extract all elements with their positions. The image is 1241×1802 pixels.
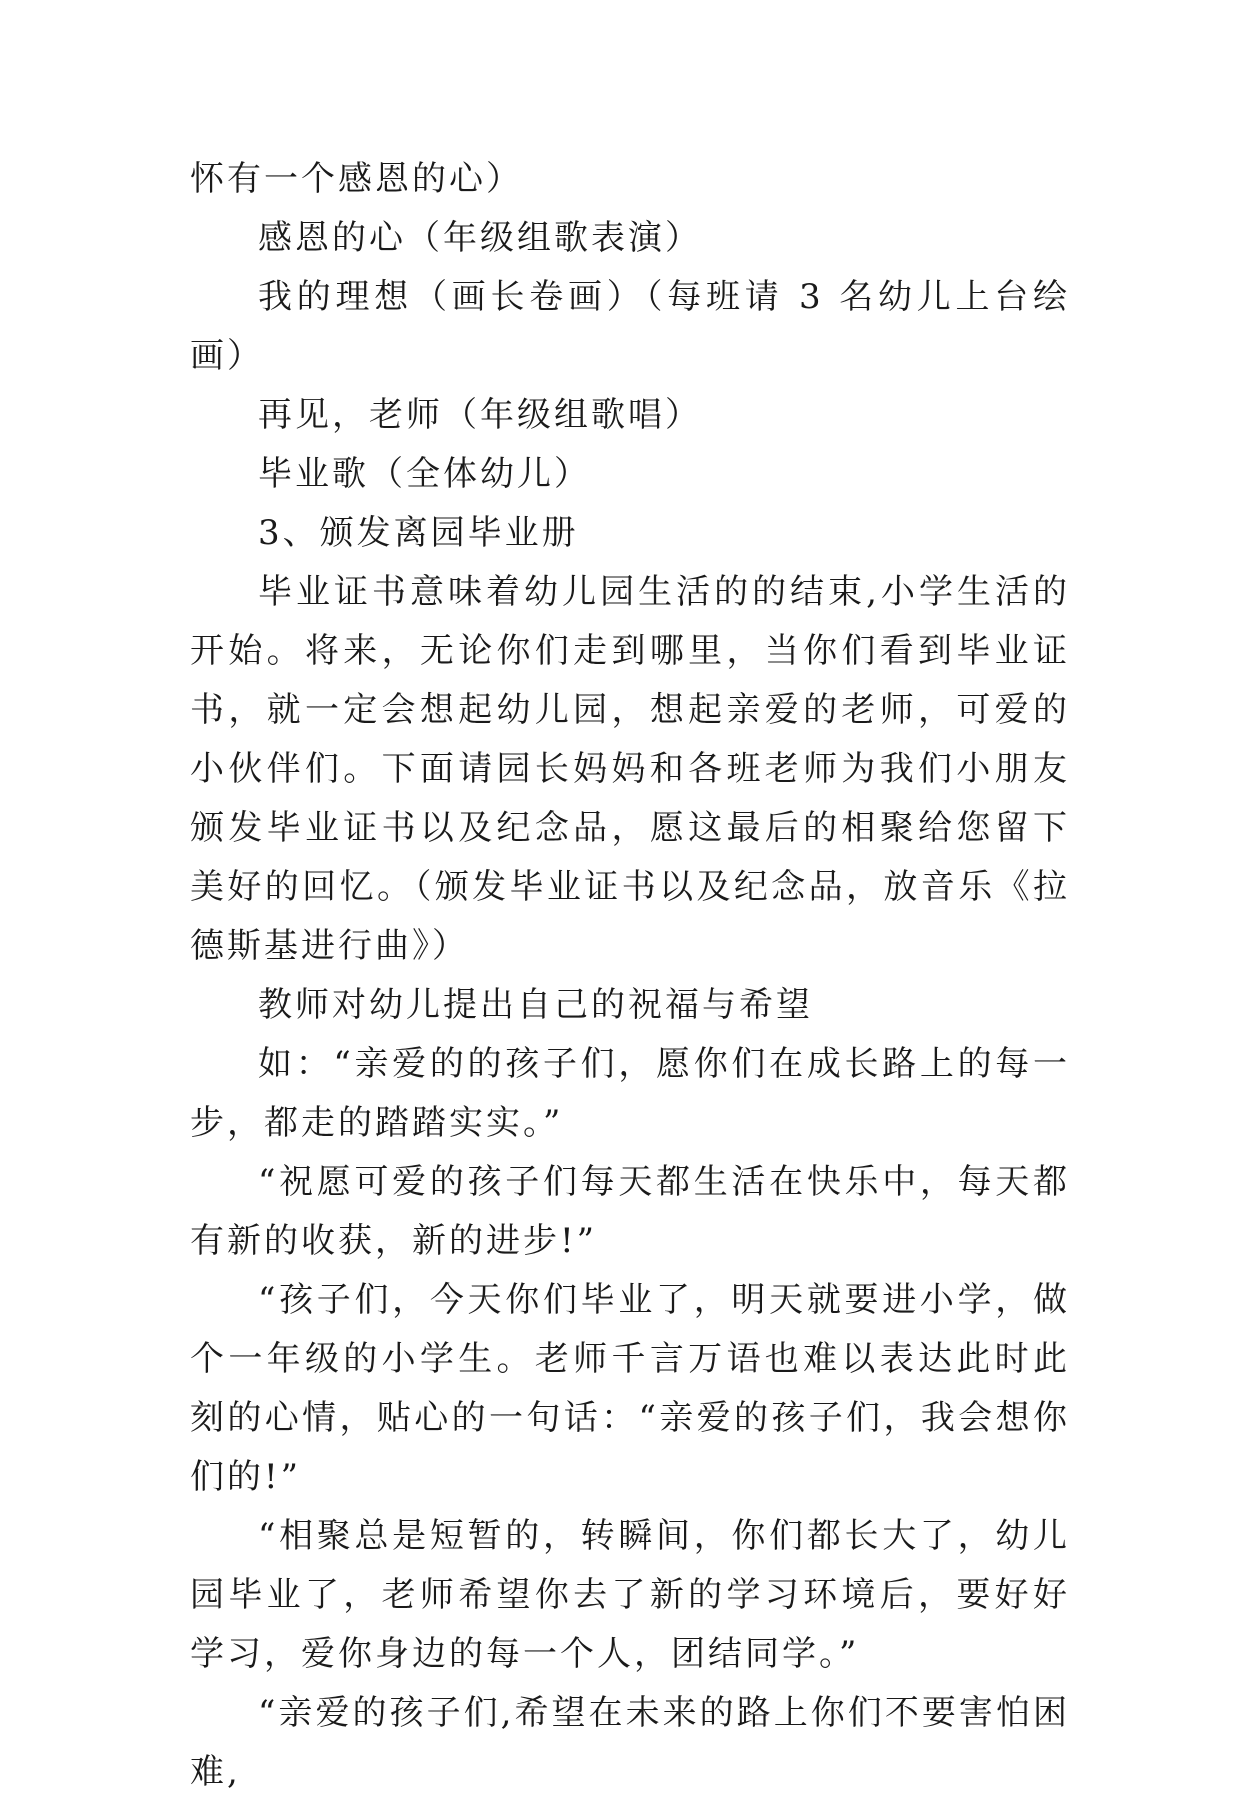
document-body xyxy=(190,150,1070,1802)
paragraph-12: “相聚总是短暂的，转瞬间，你们都长大了，幼儿园毕业了，老师希望你去了新的学习环境后，要好好学习，爱你身边的每一个人，团结同学。” xyxy=(190,1516,1070,1674)
paragraph-1: 怀有一个感恩的心） xyxy=(190,159,523,199)
paragraph-9: 如：“亲爱的的孩子们，愿你们在成长路上的每一步，都走的踏踏实实。” xyxy=(190,1044,1070,1143)
paragraph-7: 毕业证书意味着幼儿园生活的的结束,小学生活的开始。将来，无论你们走到哪里，当你们看到毕业证书，就一定会想起幼儿园，想起亲爱的老师，可爱的小伙伴们。下面请园长妈妈和各班老师为我们小朋友颁发毕业证书以及纪念品，愿这最后的相聚给您留下美好的回忆。（颁发毕业证书以及纪念品，放音乐《拉德斯基进行曲》） xyxy=(190,572,1070,966)
paragraph-3: 我的理想（画长卷画）（每班请 3 名幼儿上台绘画） xyxy=(190,277,1070,376)
paragraph-5: 毕业歌（全体幼儿） xyxy=(258,454,591,494)
paragraph-2: 感恩的心（年级组歌表演） xyxy=(258,218,702,258)
paragraph-4: 再见，老师（年级组歌唱） xyxy=(258,395,702,435)
section-heading: 3、颁发离园毕业册 xyxy=(258,513,579,553)
paragraph-11: “孩子们，今天你们毕业了，明天就要进小学，做个一年级的小学生。老师千言万语也难以表达此时此刻的心情，贴心的一句话：“亲爱的孩子们，我会想你们的!” xyxy=(190,1280,1070,1497)
paragraph-8: 教师对幼儿提出自己的祝福与希望 xyxy=(258,985,813,1025)
paragraph-10: “祝愿可爱的孩子们每天都生活在快乐中，每天都有新的收获，新的进步!” xyxy=(190,1162,1070,1261)
paragraph-13: “亲爱的孩子们,希望在未来的路上你们不要害怕困难, xyxy=(190,1693,1070,1792)
